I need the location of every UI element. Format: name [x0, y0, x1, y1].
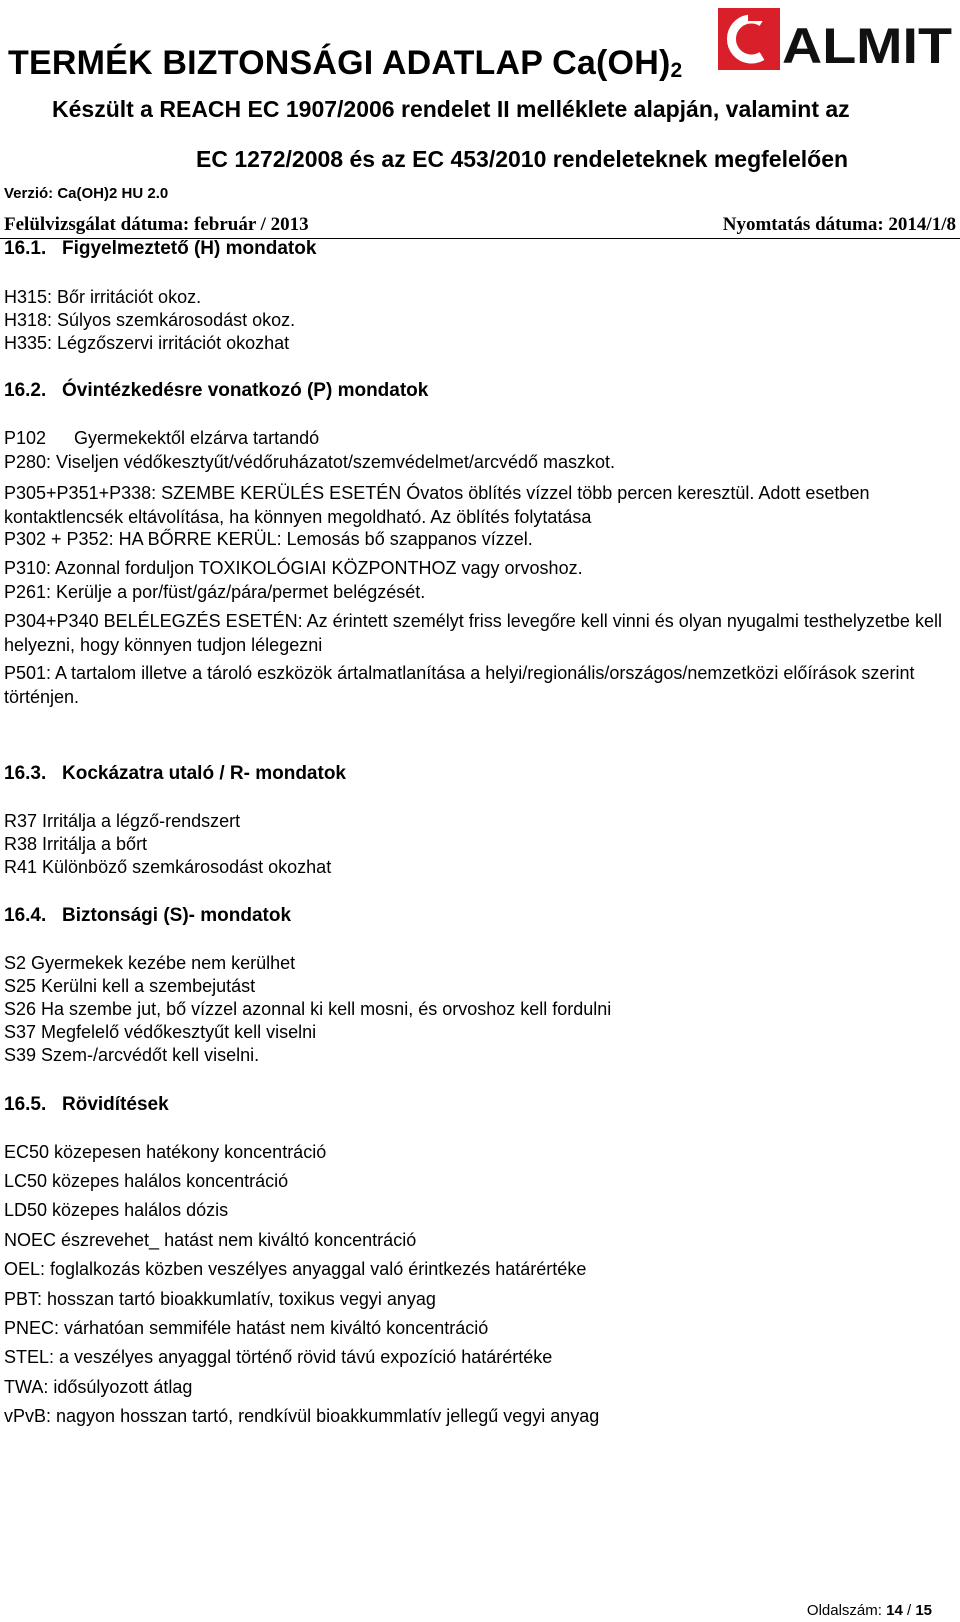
p-statement-p304: P304+P340 BELÉLEGZÉS ESETÉN: Az érintett személyt friss levegőre kell vinni és olyan nyugalmi testhelyzetbe kell helyezni, hogy könnyen tudjon lélegezni — [4, 611, 942, 655]
section-16-5-heading — [4, 1094, 169, 1116]
section-title: Rövidítések — [62, 1094, 169, 1115]
p-code: P102 — [4, 428, 47, 448]
p-statement-p102 — [4, 428, 319, 449]
abbreviation-item: EC50 közepesen hatékony koncentráció — [4, 1142, 327, 1162]
section-16-4-heading — [4, 905, 291, 927]
print-date: Nyomtatás dátuma: 2014/1/8 — [722, 214, 956, 235]
review-date: Felülvizsgálat dátuma: február / 2013 — [4, 214, 309, 235]
current-page: 14 — [886, 1602, 903, 1619]
section-title: Biztonsági (S)- mondatok — [62, 905, 292, 926]
section-number: 16.3. — [4, 763, 47, 784]
r-statement: R37 Irritálja a légző-rendszert — [4, 811, 241, 831]
page-number — [807, 1602, 932, 1619]
calmit-logo — [718, 8, 955, 70]
abbreviation-item: STEL: a veszélyes anyaggal történő rövid távú expozíció határértéke — [4, 1347, 553, 1367]
page-number-label: Oldalszám: — [806, 1602, 882, 1619]
abbreviation-item: NOEC észrevehet_ hatást nem kiváltó koncentráció — [4, 1230, 417, 1250]
p-statement-p501: P501: A tartalom illetve a tároló eszközök ártalmatlanítása a helyi/regionális/országos/nemzetközi előírások szerint történjen. — [4, 663, 915, 707]
section-title: Óvintézkedésre vonatkozó (P) mondatok — [62, 380, 429, 401]
section-16-1-heading — [4, 238, 316, 260]
s-statement: S37 Megfelelő védőkesztyűt kell viselni — [4, 1022, 317, 1042]
p-statement-p305: P305+P351+P338: SZEMBE KERÜLÉS ESETÉN Óvatos öblítés vízzel több percen keresztül. Adott esetben kontaktlencsék eltávolítása, ha könnyen megoldható. Az öblítés folytatása — [4, 483, 870, 527]
p-statement-p280: P280: Viseljen védőkesztyűt/védőruházatot/szemvédelmet/arcvédő maszkot. — [4, 452, 615, 472]
s-statement: S39 Szem-/arcvédőt kell viselni. — [4, 1045, 260, 1065]
title-text: TERMÉK BIZTONSÁGI ADATLAP Ca(OH) — [8, 44, 671, 82]
section-number: 16.2. — [4, 380, 47, 401]
section-number: 16.1. — [4, 238, 47, 259]
s-statement: S2 Gyermekek kezébe nem kerülhet — [4, 953, 296, 973]
h-statement: H318: Súlyos szemkárosodást okoz. — [4, 310, 296, 330]
abbreviation-item: PNEC: várhatóan semmiféle hatást nem kiváltó koncentráció — [4, 1318, 489, 1338]
version-label: Verzió: Ca(OH)2 HU 2.0 — [4, 185, 169, 202]
page-separator: / — [906, 1602, 912, 1619]
section-number: 16.4. — [4, 905, 47, 926]
p-statement-p310: P310: Azonnal forduljon TOXIKOLÓGIAI KÖZPONTHOZ vagy orvoshoz. — [4, 558, 583, 578]
reach-line-2: EC 1272/2008 és az EC 453/2010 rendeleteknek megfelelően — [196, 146, 849, 172]
abbreviation-item: PBT: hosszan tartó bioakkumlatív, toxikus vegyi anyag — [4, 1289, 436, 1309]
section-16-2-heading — [4, 380, 428, 402]
abbreviation-item: LD50 közepes halálos dózis — [4, 1200, 229, 1220]
section-title: Figyelmeztető (H) mondatok — [62, 238, 317, 259]
abbreviation-item: TWA: idősúlyozott átlag — [4, 1377, 193, 1397]
abbreviation-item: LC50 közepes halálos koncentráció — [4, 1171, 289, 1191]
document-title — [8, 44, 682, 83]
r-statement: R38 Irritálja a bőrt — [4, 834, 148, 854]
r-statement: R41 Különböző szemkárosodást okozhat — [4, 857, 332, 877]
section-title: Kockázatra utaló / R- mondatok — [62, 763, 346, 784]
section-16-3-heading — [4, 763, 346, 785]
h-statement: H315: Bőr irritációt okoz. — [4, 287, 202, 307]
abbreviation-item: vPvB: nagyon hosszan tartó, rendkívül bioakkummlatív jellegű vegyi anyag — [4, 1406, 600, 1426]
p-statement-p302: P302 + P352: HA BŐRRE KERÜL: Lemosás bő szappanos vízzel. — [4, 529, 533, 549]
p-statement-p261: P261: Kerülje a por/füst/gáz/pára/permet belégzését. — [4, 582, 426, 602]
h-statement: H335: Légzőszervi irritációt okozhat — [4, 333, 290, 353]
s-statement: S25 Kerülni kell a szembejutást — [4, 976, 256, 996]
p-text: Gyermekektől elzárva tartandó — [74, 428, 320, 448]
total-pages: 15 — [915, 1602, 932, 1619]
abbreviation-item: OEL: foglalkozás közben veszélyes anyaggal való érintkezés határértéke — [4, 1259, 587, 1279]
svg-text:ALMIT: ALMIT — [782, 18, 952, 70]
section-number: 16.5. — [4, 1094, 47, 1115]
title-subscript: 2 — [670, 59, 683, 82]
reach-line-1: Készült a REACH EC 1907/2006 rendelet II melléklete alapján, valamint az — [52, 96, 850, 122]
s-statement: S26 Ha szembe jut, bő vízzel azonnal ki kell mosni, és orvoshoz kell fordulni — [4, 999, 612, 1019]
